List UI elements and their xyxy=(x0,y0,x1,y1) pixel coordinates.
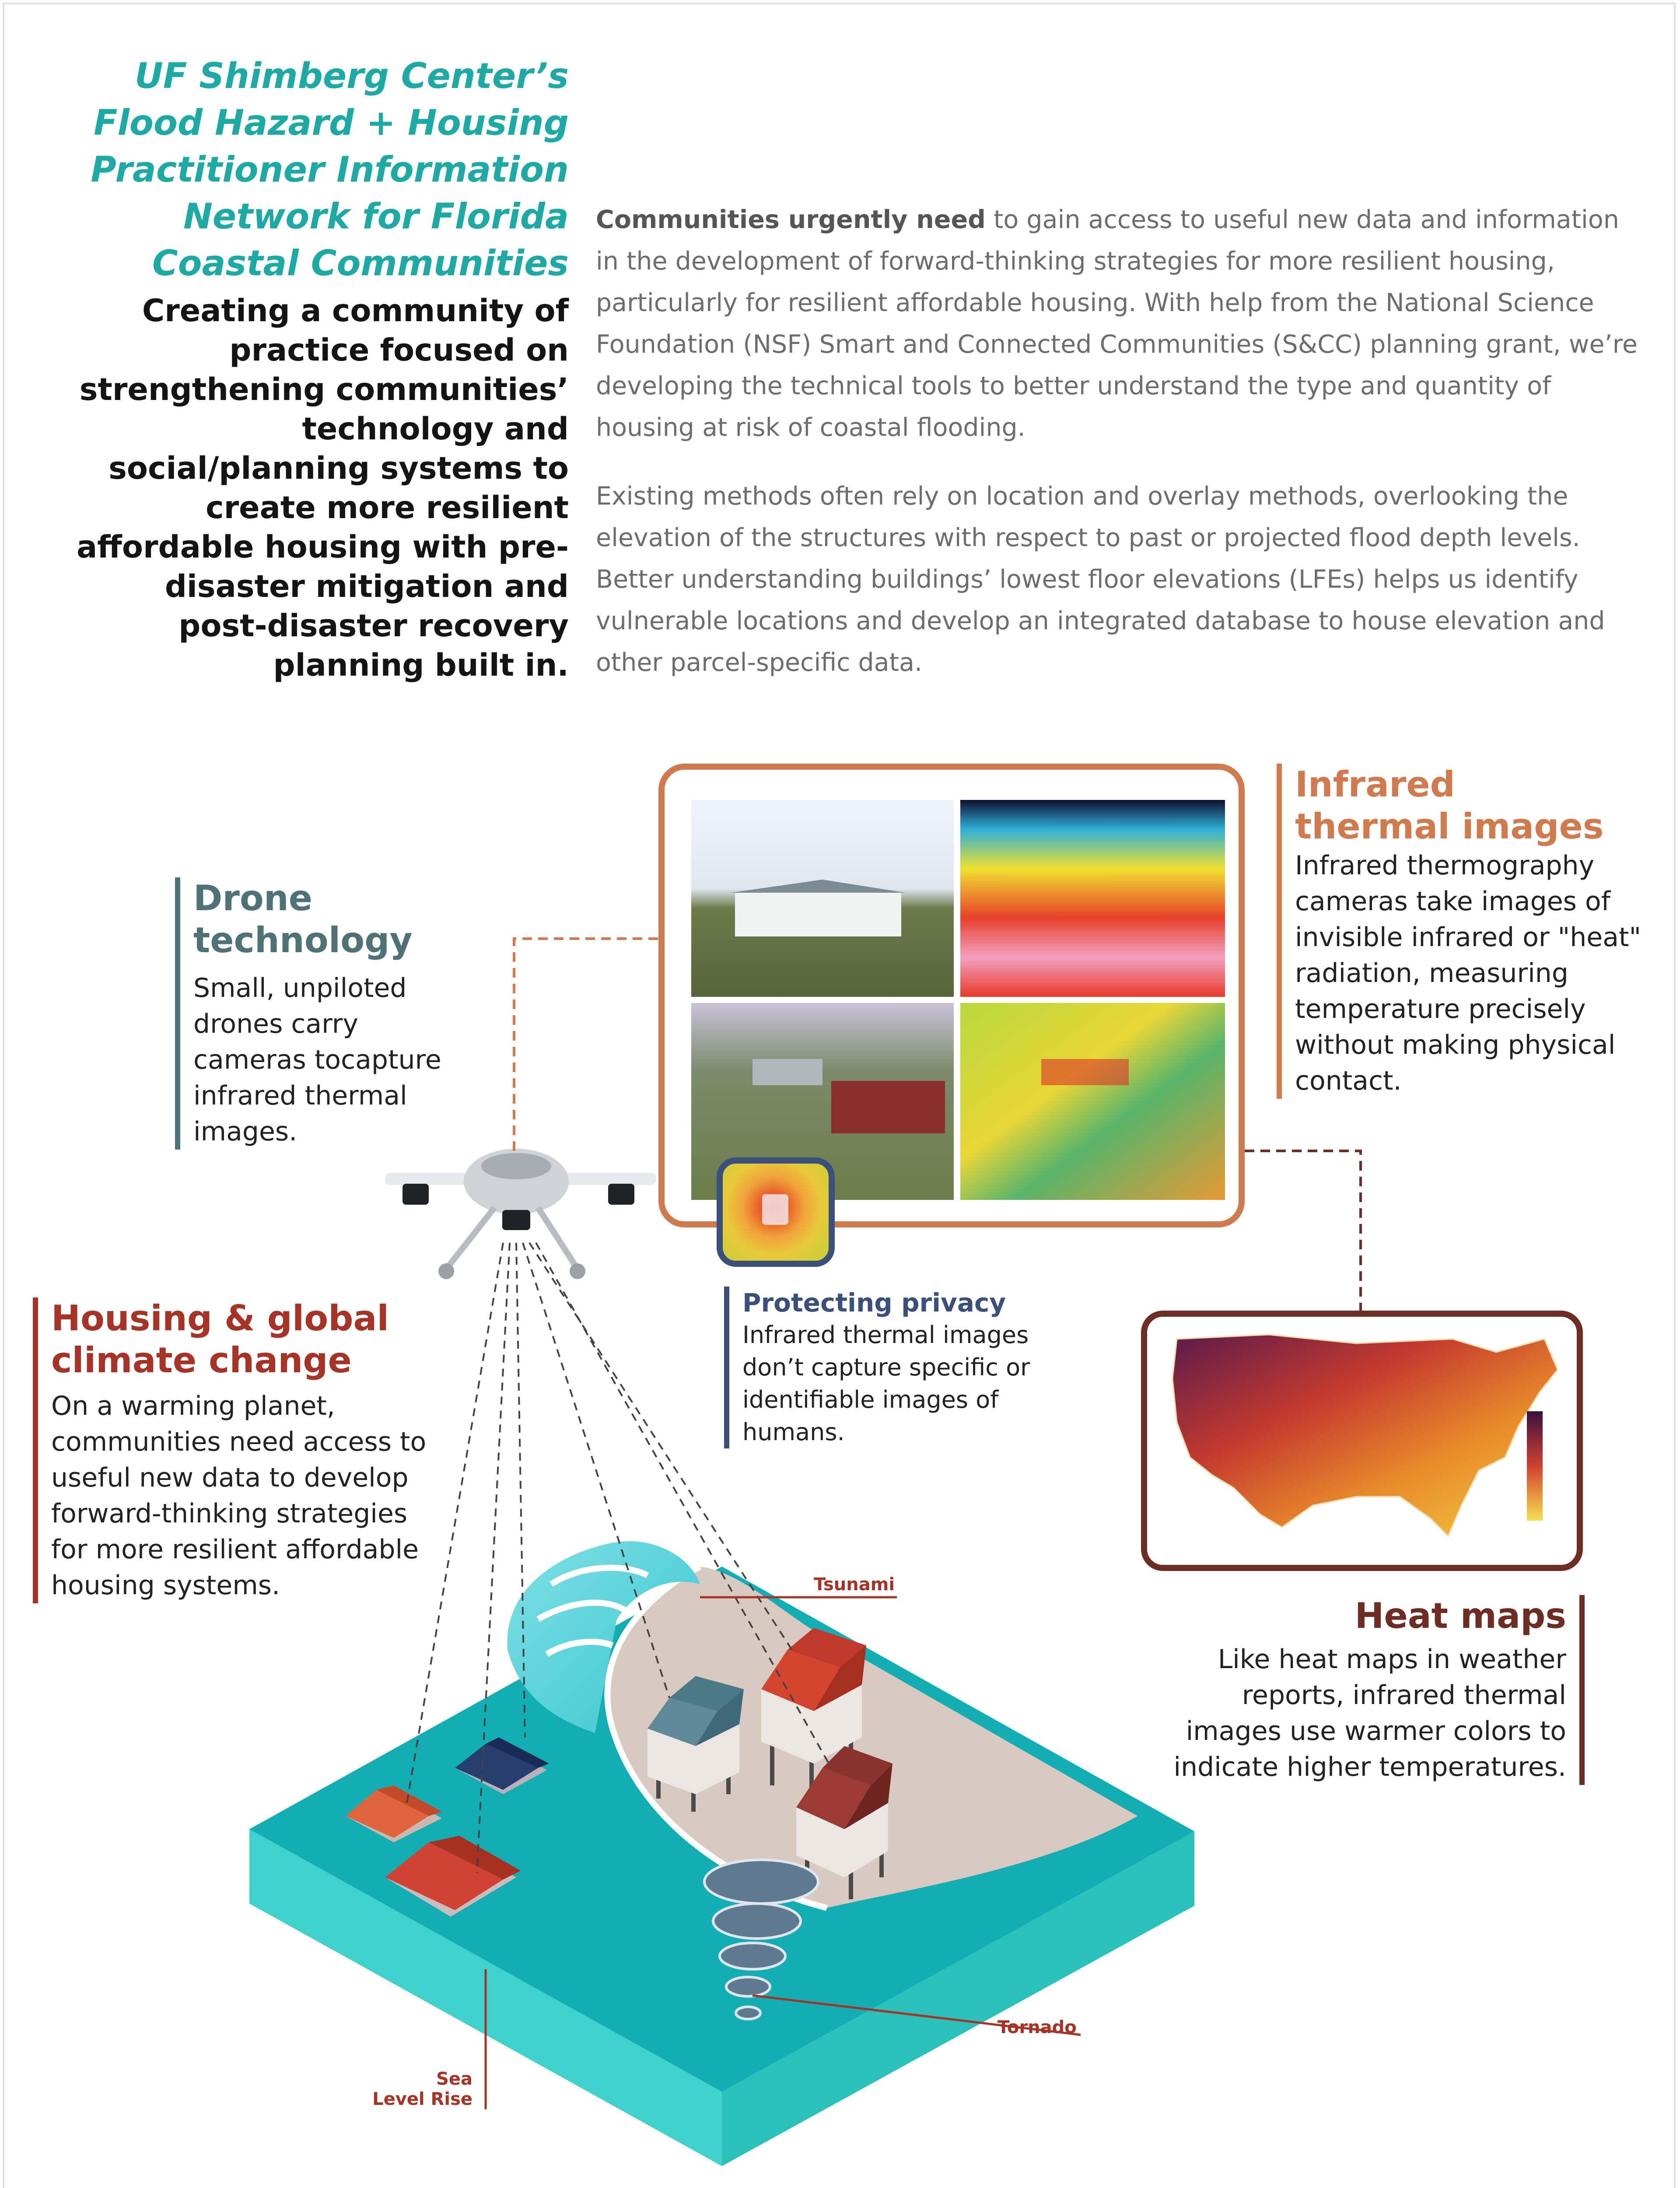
drone-title-line: Drone xyxy=(193,878,313,919)
subtitle-line: planning built in. xyxy=(273,647,569,683)
infrared-title-line: thermal images xyxy=(1295,806,1604,847)
title-line: Practitioner Information xyxy=(91,149,569,190)
climate-body: On a warming planet, communities need access to useful new data to develop forward-thinking strategies for more resilient affordable housing systems. xyxy=(51,1391,427,1601)
heatmaps-body: Like heat maps in weather reports, infrared thermal images use warmer colors to indicate higher temperatures. xyxy=(1173,1644,1566,1782)
privacy-callout xyxy=(724,1287,1075,1448)
climate-title-line: climate change xyxy=(51,1340,352,1381)
climate-callout xyxy=(33,1297,467,1603)
drone-body: Small, unpiloted drones carry cameras tocapture infrared thermal images. xyxy=(193,973,441,1147)
subtitle-line: post-disaster recovery xyxy=(178,608,569,644)
intro-lead: Communities urgently need xyxy=(596,205,986,234)
sea-level-label-line: Sea xyxy=(436,2069,472,2089)
title-line: UF Shimberg Center’s xyxy=(134,56,569,96)
infrared-title xyxy=(1295,764,1662,848)
heatmaps-callout xyxy=(1155,1595,1585,1785)
drone-callout xyxy=(175,877,500,1150)
heatmaps-title: Heat maps xyxy=(1354,1595,1566,1636)
subtitle-line: disaster mitigation and xyxy=(164,568,569,604)
subtitle-line: create more resilient xyxy=(206,490,569,526)
privacy-title: Protecting privacy xyxy=(742,1288,1006,1318)
privacy-body: Infrared thermal images don’t capture specific or identifiable images of humans. xyxy=(742,1321,1030,1446)
sea-level-label-line: Level Rise xyxy=(372,2089,472,2109)
subtitle-line: strengthening communities’ xyxy=(79,372,569,407)
title-line: Network for Florida xyxy=(183,196,569,237)
intro-paragraph-2: Existing methods often rely on location and overlay methods, overlooking the elevation of the structures with respect to past or projected flood depth levels. Better understanding buildings’ lowest floor elevations (LFEs) helps us identify vulnerable locations and develop an integrated database to house elevation and other parcel-specific data. xyxy=(596,482,1605,677)
infrared-callout xyxy=(1277,764,1662,1099)
title-line: Coastal Communities xyxy=(152,243,569,284)
tornado-label: Tornado xyxy=(998,2017,1077,2037)
sea-level-label xyxy=(341,2069,472,2109)
climate-title xyxy=(51,1297,467,1382)
tsunami-label: Tsunami xyxy=(814,1574,895,1595)
subtitle-line: practice focused on xyxy=(229,332,569,368)
intro-p1-rest: to gain access to useful new data and information in the development of forward-thinking strategies for more resilient housing, particularly for resilient affordable housing. With help from the National Science Foundation (NSF) Smart and Connected Communities (S&CC) planning grant, we’re developing the technical tools to better understand the type and quantity of housing at risk of coastal flooding. xyxy=(596,205,1638,442)
subtitle-line: social/planning systems to xyxy=(108,450,569,486)
title-line: Flood Hazard + Housing xyxy=(93,102,569,143)
drone-title-line: technology xyxy=(193,920,413,961)
subtitle-line: affordable housing with pre- xyxy=(76,529,569,565)
climate-title-line: Housing & global xyxy=(51,1298,389,1339)
subtitle-line: technology and xyxy=(302,411,569,447)
infrared-body: Infrared thermography cameras take images of invisible infrared or "heat" radiation, measuring temperature precisely without making physical contact. xyxy=(1295,850,1642,1096)
drone-title xyxy=(193,877,500,961)
subtitle-line: Creating a community of xyxy=(142,293,569,329)
infrared-title-line: Infrared xyxy=(1295,764,1455,805)
